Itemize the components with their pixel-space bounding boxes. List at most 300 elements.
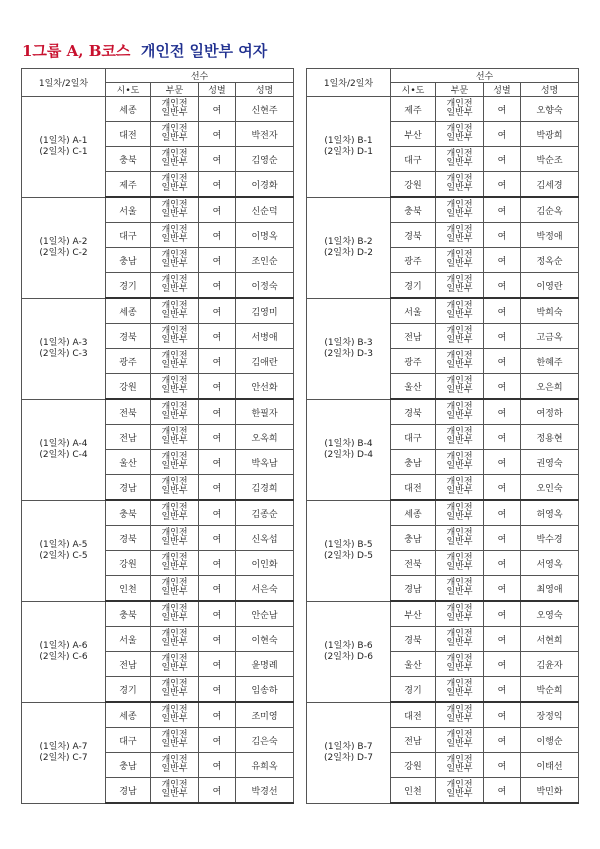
division-cell: [151, 298, 199, 324]
name-cell: 서은숙: [236, 576, 294, 602]
name-cell: 김순옥: [521, 197, 579, 223]
gender-cell: 여: [199, 374, 236, 400]
division-line2: 일반부: [446, 133, 473, 143]
division-line2: 일반부: [161, 310, 188, 320]
division-cell: [151, 601, 199, 627]
division-cell: [151, 551, 199, 576]
region-cell: 대구: [391, 425, 436, 450]
name-cell: 서현희: [521, 627, 579, 652]
group-label: [22, 97, 106, 198]
division-line1: 개인전: [161, 427, 188, 437]
table-row: [307, 601, 579, 627]
group-day1: (1일차) A-1: [39, 135, 88, 146]
group-day2: (2일차) C-7: [39, 752, 88, 763]
division-line2: 일반부: [161, 789, 188, 799]
group-day2: (2일차) C-3: [39, 348, 88, 359]
division-line1: 개인전: [161, 99, 188, 109]
division-line1: 개인전: [161, 376, 188, 386]
division-line2: 일반부: [161, 663, 188, 673]
division-cell: [151, 576, 199, 602]
division-line1: 개인전: [446, 755, 473, 765]
division-cell: [151, 223, 199, 248]
name-cell: 조인순: [236, 248, 294, 273]
gender-cell: 여: [484, 753, 521, 778]
region-cell: 전북: [106, 399, 151, 425]
division-line2: 일반부: [161, 613, 188, 623]
division-line2: 일반부: [161, 562, 188, 572]
division-line1: 개인전: [446, 326, 473, 336]
gender-cell: 여: [199, 425, 236, 450]
group-day2: (2일차) C-1: [39, 146, 88, 157]
division-line2: 일반부: [161, 411, 188, 421]
division-line1: 개인전: [446, 99, 473, 109]
gender-cell: 여: [484, 349, 521, 374]
name-cell: 김영순: [236, 147, 294, 172]
division-line2: 일반부: [446, 108, 473, 118]
region-cell: 충북: [391, 197, 436, 223]
division-line2: 일반부: [161, 108, 188, 118]
division-cell: [436, 728, 484, 753]
name-cell: 박경선: [236, 778, 294, 804]
division-line2: 일반부: [446, 638, 473, 648]
division-line1: 개인전: [161, 225, 188, 235]
header-name: 성명: [236, 83, 294, 97]
division-line1: 개인전: [446, 250, 473, 260]
division-line2: 일반부: [446, 158, 473, 168]
division-cell: [151, 349, 199, 374]
gender-cell: 여: [484, 652, 521, 677]
group-day1: (1일차) B-3: [324, 337, 373, 348]
division-line2: 일반부: [446, 537, 473, 547]
title-course: 1그룹 A, B코스: [22, 42, 131, 60]
division-line1: 개인전: [446, 780, 473, 790]
division-line2: 일반부: [446, 234, 473, 244]
table-row: [22, 298, 294, 324]
division-line1: 개인전: [161, 326, 188, 336]
region-cell: 세종: [106, 97, 151, 122]
group-label: [307, 702, 391, 803]
division-cell: [151, 97, 199, 122]
gender-cell: 여: [199, 652, 236, 677]
group-day2: (2일차) C-5: [39, 550, 88, 561]
table-row: [22, 197, 294, 223]
header-gender: 성별: [199, 83, 236, 97]
division-cell: [436, 298, 484, 324]
division-cell: [436, 677, 484, 703]
name-cell: 이행순: [521, 728, 579, 753]
division-line1: 개인전: [446, 225, 473, 235]
table-row: [22, 399, 294, 425]
region-cell: 광주: [391, 248, 436, 273]
name-cell: 안선화: [236, 374, 294, 400]
division-cell: [436, 425, 484, 450]
division-line2: 일반부: [446, 284, 473, 294]
group-day2: (2일차) C-6: [39, 651, 88, 662]
division-cell: [151, 122, 199, 147]
region-cell: 경남: [106, 778, 151, 804]
division-line2: 일반부: [161, 537, 188, 547]
name-cell: 김영미: [236, 298, 294, 324]
name-cell: 박희숙: [521, 298, 579, 324]
division-cell: [436, 248, 484, 273]
division-cell: [151, 248, 199, 273]
division-line2: 일반부: [446, 512, 473, 522]
division-line2: 일반부: [446, 562, 473, 572]
gender-cell: 여: [484, 324, 521, 349]
division-cell: [436, 627, 484, 652]
gender-cell: 여: [484, 122, 521, 147]
division-line1: 개인전: [161, 528, 188, 538]
region-cell: 세종: [391, 500, 436, 526]
group-day1: (1일차) A-7: [39, 741, 88, 752]
division-cell: [436, 551, 484, 576]
name-cell: 박민화: [521, 778, 579, 804]
page-title: [22, 40, 267, 61]
division-line2: 일반부: [446, 385, 473, 395]
division-line1: 개인전: [446, 301, 473, 311]
name-cell: 이인화: [236, 551, 294, 576]
group-day2: (2일차) D-4: [324, 449, 373, 460]
name-cell: 정용현: [521, 425, 579, 450]
division-line2: 일반부: [161, 133, 188, 143]
division-line1: 개인전: [161, 124, 188, 134]
gender-cell: 여: [484, 475, 521, 501]
division-cell: [436, 753, 484, 778]
region-cell: 제주: [391, 97, 436, 122]
division-line2: 일반부: [446, 259, 473, 269]
division-line2: 일반부: [161, 638, 188, 648]
group-day1: (1일차) B-5: [324, 539, 373, 550]
division-cell: [151, 702, 199, 728]
division-cell: [151, 500, 199, 526]
division-cell: [151, 753, 199, 778]
division-line1: 개인전: [161, 200, 188, 210]
name-cell: 이정숙: [236, 273, 294, 299]
name-cell: 이명옥: [236, 223, 294, 248]
region-cell: 인천: [106, 576, 151, 602]
name-cell: 안순남: [236, 601, 294, 627]
gender-cell: 여: [199, 576, 236, 602]
region-cell: 대구: [391, 147, 436, 172]
group-day1: (1일차) A-2: [39, 236, 88, 247]
group-day2: (2일차) D-1: [324, 146, 373, 157]
name-cell: 이태선: [521, 753, 579, 778]
division-line2: 일반부: [161, 259, 188, 269]
header-region: 시•도: [106, 83, 151, 97]
division-cell: [436, 576, 484, 602]
region-cell: 대구: [106, 728, 151, 753]
division-line1: 개인전: [161, 780, 188, 790]
division-line2: 일반부: [161, 512, 188, 522]
region-cell: 광주: [106, 349, 151, 374]
division-cell: [151, 399, 199, 425]
group-day1: (1일차) B-4: [324, 438, 373, 449]
gender-cell: 여: [199, 728, 236, 753]
group-label: [22, 399, 106, 500]
group-day1: (1일차) B-6: [324, 640, 373, 651]
gender-cell: 여: [484, 197, 521, 223]
division-line1: 개인전: [446, 705, 473, 715]
division-line1: 개인전: [446, 174, 473, 184]
division-line1: 개인전: [446, 604, 473, 614]
gender-cell: 여: [484, 248, 521, 273]
gender-cell: 여: [484, 374, 521, 400]
group-day1: (1일차) A-4: [39, 438, 88, 449]
division-line2: 일반부: [161, 587, 188, 597]
division-cell: [436, 475, 484, 501]
header-day: 1일차/2일차: [22, 69, 106, 97]
division-line2: 일반부: [161, 486, 188, 496]
division-cell: [151, 172, 199, 198]
header-division: 부문: [151, 83, 199, 97]
region-cell: 경기: [391, 273, 436, 299]
division-cell: [151, 778, 199, 804]
gender-cell: 여: [484, 702, 521, 728]
division-cell: [436, 601, 484, 627]
division-line1: 개인전: [446, 654, 473, 664]
division-line2: 일반부: [161, 335, 188, 345]
gender-cell: 여: [484, 601, 521, 627]
division-cell: [436, 652, 484, 677]
group-day2: (2일차) D-7: [324, 752, 373, 763]
division-line1: 개인전: [446, 528, 473, 538]
gender-cell: 여: [484, 526, 521, 551]
gender-cell: 여: [199, 248, 236, 273]
division-line1: 개인전: [161, 149, 188, 159]
division-line2: 일반부: [446, 587, 473, 597]
division-line2: 일반부: [446, 714, 473, 724]
name-cell: 오향숙: [521, 97, 579, 122]
gender-cell: 여: [484, 677, 521, 703]
division-line1: 개인전: [161, 629, 188, 639]
gender-cell: 여: [199, 526, 236, 551]
left-group-table: [21, 68, 294, 804]
division-line2: 일반부: [161, 234, 188, 244]
division-line2: 일반부: [446, 411, 473, 421]
gender-cell: 여: [484, 298, 521, 324]
division-line2: 일반부: [161, 461, 188, 471]
division-cell: [151, 526, 199, 551]
division-cell: [436, 324, 484, 349]
division-cell: [151, 652, 199, 677]
group-label: [22, 197, 106, 298]
header-gender: 성별: [484, 83, 521, 97]
division-line1: 개인전: [446, 452, 473, 462]
region-cell: 강원: [106, 551, 151, 576]
division-cell: [436, 147, 484, 172]
division-line2: 일반부: [446, 335, 473, 345]
table-row: [22, 97, 294, 122]
name-cell: 이영란: [521, 273, 579, 299]
group-label: [22, 298, 106, 399]
name-cell: 박옥남: [236, 450, 294, 475]
table-row: [307, 298, 579, 324]
gender-cell: 여: [484, 551, 521, 576]
header-players: 선수: [106, 69, 294, 83]
group-label: [22, 702, 106, 803]
group-day2: (2일차) D-6: [324, 651, 373, 662]
division-cell: [436, 374, 484, 400]
division-line1: 개인전: [161, 301, 188, 311]
division-cell: [436, 273, 484, 299]
region-cell: 서울: [106, 197, 151, 223]
region-cell: 서울: [106, 627, 151, 652]
group-label: [22, 500, 106, 601]
name-cell: 신순덕: [236, 197, 294, 223]
region-cell: 경남: [106, 475, 151, 501]
name-cell: 신옥섭: [236, 526, 294, 551]
division-line1: 개인전: [161, 402, 188, 412]
region-cell: 부산: [391, 122, 436, 147]
region-cell: 전북: [391, 551, 436, 576]
group-day2: (2일차) D-2: [324, 247, 373, 258]
region-cell: 충북: [106, 500, 151, 526]
division-cell: [436, 526, 484, 551]
name-cell: 신현주: [236, 97, 294, 122]
region-cell: 경북: [106, 324, 151, 349]
name-cell: 허영옥: [521, 500, 579, 526]
division-line1: 개인전: [161, 679, 188, 689]
region-cell: 경기: [106, 273, 151, 299]
division-cell: [436, 223, 484, 248]
region-cell: 경기: [391, 677, 436, 703]
name-cell: 장정익: [521, 702, 579, 728]
division-cell: [151, 450, 199, 475]
division-cell: [151, 728, 199, 753]
division-cell: [436, 172, 484, 198]
header-row: [307, 69, 579, 83]
region-cell: 충남: [391, 450, 436, 475]
division-cell: [436, 500, 484, 526]
name-cell: 김경희: [236, 475, 294, 501]
region-cell: 서울: [391, 298, 436, 324]
division-line2: 일반부: [161, 714, 188, 724]
division-line1: 개인전: [446, 402, 473, 412]
division-line2: 일반부: [446, 183, 473, 193]
division-cell: [151, 147, 199, 172]
gender-cell: 여: [199, 147, 236, 172]
region-cell: 충북: [106, 601, 151, 627]
name-cell: 김애란: [236, 349, 294, 374]
division-cell: [436, 702, 484, 728]
division-cell: [151, 475, 199, 501]
name-cell: 오은희: [521, 374, 579, 400]
group-label: [22, 601, 106, 702]
gender-cell: 여: [484, 627, 521, 652]
name-cell: 권영숙: [521, 450, 579, 475]
division-cell: [436, 122, 484, 147]
name-cell: 오영숙: [521, 601, 579, 627]
group-day2: (2일차) C-2: [39, 247, 88, 258]
group-label: [307, 399, 391, 500]
region-cell: 강원: [391, 172, 436, 198]
division-cell: [436, 349, 484, 374]
region-cell: 세종: [106, 702, 151, 728]
division-cell: [151, 324, 199, 349]
gender-cell: 여: [484, 223, 521, 248]
division-line2: 일반부: [161, 688, 188, 698]
division-cell: [436, 399, 484, 425]
gender-cell: 여: [484, 147, 521, 172]
division-line2: 일반부: [446, 764, 473, 774]
group-day1: (1일차) A-6: [39, 640, 88, 651]
group-label: [307, 97, 391, 198]
division-line1: 개인전: [161, 452, 188, 462]
table-row: [307, 399, 579, 425]
gender-cell: 여: [484, 425, 521, 450]
gender-cell: 여: [199, 324, 236, 349]
name-cell: 조미영: [236, 702, 294, 728]
division-line1: 개인전: [446, 275, 473, 285]
gender-cell: 여: [484, 500, 521, 526]
gender-cell: 여: [199, 702, 236, 728]
division-line1: 개인전: [446, 124, 473, 134]
name-cell: 서영옥: [521, 551, 579, 576]
gender-cell: 여: [484, 172, 521, 198]
name-cell: 서병애: [236, 324, 294, 349]
group-day2: (2일차) C-4: [39, 449, 88, 460]
header-day: 1일차/2일차: [307, 69, 391, 97]
gender-cell: 여: [199, 778, 236, 804]
gender-cell: 여: [484, 576, 521, 602]
region-cell: 전남: [391, 324, 436, 349]
division-line1: 개인전: [161, 654, 188, 664]
division-line1: 개인전: [446, 629, 473, 639]
division-line2: 일반부: [446, 486, 473, 496]
header-row: [22, 69, 294, 83]
division-line1: 개인전: [446, 730, 473, 740]
name-cell: 정옥순: [521, 248, 579, 273]
division-line1: 개인전: [161, 351, 188, 361]
division-line1: 개인전: [446, 351, 473, 361]
division-line1: 개인전: [161, 477, 188, 487]
name-cell: 김세경: [521, 172, 579, 198]
group-label: [307, 197, 391, 298]
region-cell: 경남: [391, 576, 436, 602]
division-cell: [436, 778, 484, 804]
gender-cell: 여: [484, 728, 521, 753]
region-cell: 대전: [106, 122, 151, 147]
region-cell: 울산: [391, 374, 436, 400]
name-cell: 박수경: [521, 526, 579, 551]
group-label: [307, 298, 391, 399]
division-cell: [151, 374, 199, 400]
division-line1: 개인전: [446, 149, 473, 159]
division-cell: [436, 97, 484, 122]
name-cell: 이경화: [236, 172, 294, 198]
name-cell: 최영애: [521, 576, 579, 602]
region-cell: 강원: [391, 753, 436, 778]
division-line1: 개인전: [446, 427, 473, 437]
header-name: 성명: [521, 83, 579, 97]
division-line1: 개인전: [161, 553, 188, 563]
division-line1: 개인전: [446, 553, 473, 563]
group-label: [307, 601, 391, 702]
region-cell: 경북: [106, 526, 151, 551]
division-line1: 개인전: [446, 578, 473, 588]
group-day1: (1일차) B-7: [324, 741, 373, 752]
division-line2: 일반부: [161, 209, 188, 219]
name-cell: 유희옥: [236, 753, 294, 778]
region-cell: 경기: [106, 677, 151, 703]
division-cell: [151, 425, 199, 450]
table-row: [307, 97, 579, 122]
division-line2: 일반부: [161, 764, 188, 774]
name-cell: 임송하: [236, 677, 294, 703]
gender-cell: 여: [199, 753, 236, 778]
division-line1: 개인전: [161, 730, 188, 740]
table-row: [307, 197, 579, 223]
